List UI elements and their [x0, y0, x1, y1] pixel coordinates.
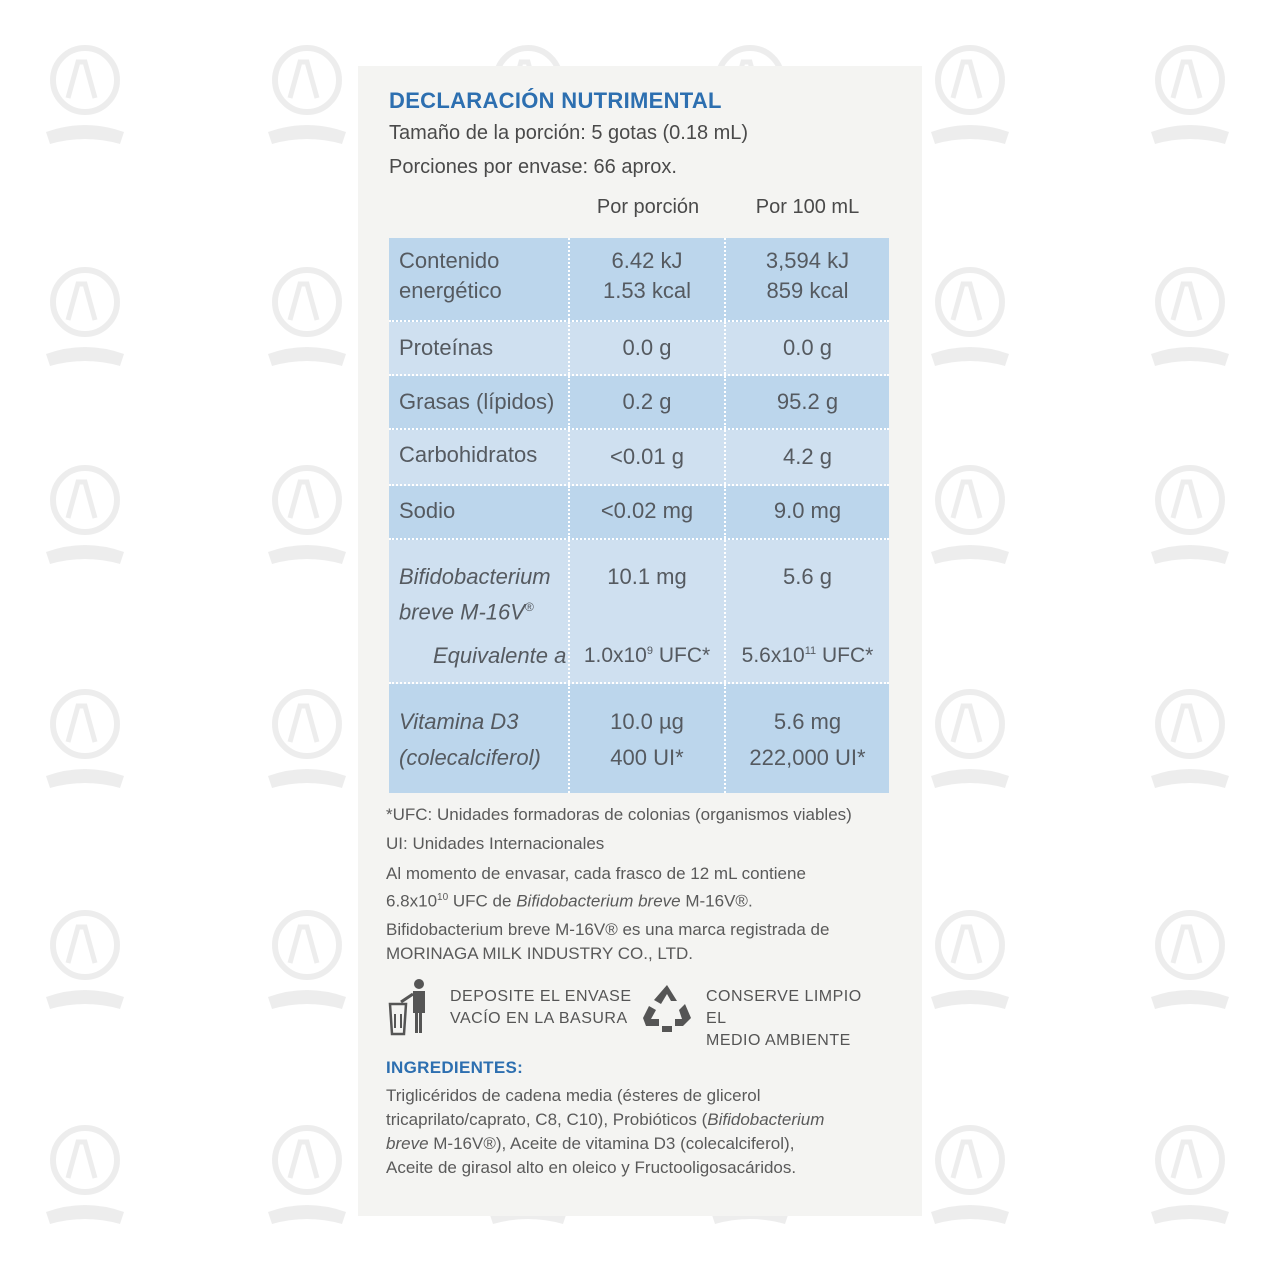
per100-value: 859 kcal: [766, 278, 849, 303]
nutrient-name: (colecalciferol): [399, 745, 541, 770]
per100-value: 5.6 mg: [773, 709, 842, 734]
portion-value: 10.1 mg: [607, 564, 687, 589]
watermark-logo: [1145, 684, 1235, 794]
watermark-logo: [262, 905, 352, 1015]
watermark-logo: [925, 460, 1015, 570]
ingredients-title: INGREDIENTES:: [386, 1058, 524, 1077]
watermark-logo: [925, 40, 1015, 150]
per100-value: 9.0 mg: [773, 498, 842, 523]
table-row: [389, 684, 889, 793]
recycle-icon: [640, 982, 694, 1034]
portion-value: 400 UI*: [610, 745, 684, 770]
watermark-logo: [40, 905, 130, 1015]
nutrition-table: [389, 238, 889, 793]
equivalent-label: Equivalente a: [433, 643, 567, 669]
per100-value: 0.0 g: [783, 335, 832, 360]
nutrient-name: breve M-16V: [399, 599, 525, 625]
servings-per-container: Porciones por envase: 66 aprox.: [389, 156, 677, 178]
table-row: [389, 322, 889, 376]
watermark-logo: [1145, 262, 1235, 372]
portion-value: 10.0 µg: [610, 709, 684, 734]
nutrient-name: Carbohidratos: [389, 430, 570, 484]
nutrient-name: Sodio: [389, 486, 570, 538]
watermark-logo: [40, 262, 130, 372]
table-row: [389, 376, 889, 430]
watermark-logo: [925, 684, 1015, 794]
watermark-logo: [40, 1120, 130, 1230]
nutrition-label-panel: [358, 66, 922, 1216]
footnote-envase: Al momento de envasar, cada frasco de 12 mL contiene $6.8x10^{10}$ UFC de Bifidobacterium breve M-16V®.: [386, 864, 806, 911]
registered-mark: ®: [524, 600, 534, 614]
nutrient-name: Contenido: [399, 248, 500, 273]
footnote-marca: Bifidobacterium breve M-16V® es una marca registrada de MORINAGA MILK INDUSTRY CO., LTD.: [386, 920, 830, 963]
watermark-logo: [262, 460, 352, 570]
ingredients-text: Triglicéridos de cadena media (ésteres de glicerol tricaprilato/caprato, C8, C10), Probióticos (Bifidobacterium breve M-16V®), Aceite de vitamina D3 (colecalciferol), Aceite de girasol alto en oleico y Fructooligosacáridos.: [386, 1086, 825, 1177]
table-row: [389, 486, 889, 540]
per100-value: 222,000 UI*: [749, 745, 866, 770]
table-row: [389, 238, 889, 322]
portion-value: <0.02 mg: [570, 486, 726, 538]
nutrient-name: Grasas (lípidos): [389, 376, 570, 428]
watermark-logo: [262, 262, 352, 372]
equivalent-portion: $1.0x10^9$ UFC*: [583, 644, 711, 667]
watermark-logo: [262, 1120, 352, 1230]
portion-value: 0.0 g: [570, 322, 726, 374]
table-row: [389, 540, 889, 684]
watermark-logo: [40, 40, 130, 150]
watermark-logo: [925, 905, 1015, 1015]
column-header-portion: Por porción: [596, 196, 700, 218]
column-header-100ml: Por 100 mL: [755, 196, 860, 218]
trash-person-icon: [386, 978, 432, 1036]
nutrient-name: Bifidobacterium: [399, 564, 551, 589]
watermark-logo: [262, 40, 352, 150]
watermark-logo: [925, 262, 1015, 372]
portion-value: 1.53 kcal: [602, 278, 692, 303]
disposal-icons: [386, 978, 886, 1049]
trash-text: DEPOSITE EL ENVASE VACÍO EN LA BASURA: [450, 988, 632, 1027]
footnote-ufc: *UFC: Unidades formadoras de colonias (organismos viables): [386, 805, 852, 824]
table-row: [389, 430, 889, 486]
watermark-logo: [1145, 1120, 1235, 1230]
serving-size: Tamaño de la porción: 5 gotas (0.18 mL): [389, 122, 749, 144]
per100-value: 4.2 g: [783, 444, 832, 469]
equivalent-per100: $5.6x10^{11}$ UFC*: [741, 644, 874, 667]
watermark-logo: [1145, 460, 1235, 570]
per100-value: 5.6 g: [783, 564, 832, 589]
watermark-logo: [40, 684, 130, 794]
per100-value: 95.2 g: [776, 389, 839, 414]
watermark-logo: [262, 684, 352, 794]
recycle-text: CONSERVE LIMPIO EL MEDIO AMBIENTE: [706, 988, 862, 1049]
nutrition-title: DECLARACIÓN NUTRIMENTAL: [389, 88, 722, 113]
watermark-logo: [40, 460, 130, 570]
watermark-logo: [1145, 40, 1235, 150]
watermark-logo: [1145, 905, 1235, 1015]
nutrient-name: energético: [399, 278, 502, 303]
portion-value: <0.01 g: [570, 430, 726, 484]
portion-value: 6.42 kJ: [611, 248, 683, 273]
watermark-logo: [925, 1120, 1015, 1230]
nutrient-name: Vitamina D3: [399, 709, 519, 734]
per100-value: 3,594 kJ: [765, 248, 850, 273]
footnote-ui: UI: Unidades Internacionales: [386, 834, 605, 853]
nutrient-name: Proteínas: [389, 322, 570, 374]
portion-value: 0.2 g: [570, 376, 726, 428]
